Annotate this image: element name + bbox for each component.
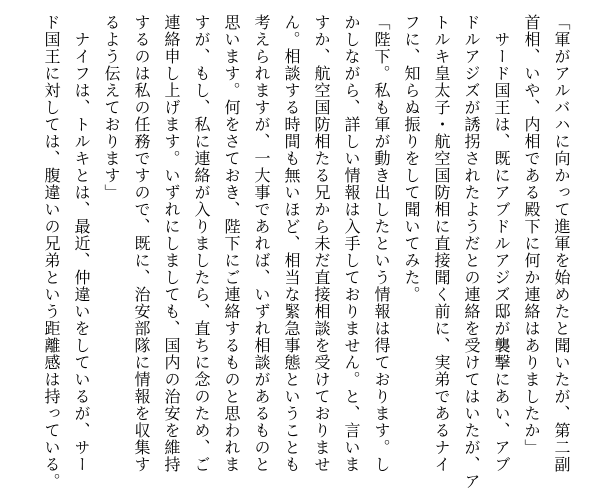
text-column-17: ナイフは、トルキとは、最近、仲違いをしているが、サー	[72, 14, 91, 473]
text-column-18: ド国王に対しては、腹違いの兄弟という距離感は持っている。	[42, 14, 61, 490]
text-column-10: ん。相談する時間も無いほど、相当な緊急事態ということも	[282, 14, 301, 473]
text-column-2: 首相、いや、内相である殿下に何か連絡はありましたか」	[522, 14, 541, 456]
text-column-7: 「陛下。私も軍が動き出したという情報は得ております。し	[372, 14, 391, 473]
text-column-11: 考えられますが、一大事であれば、いずれ相談があるものと	[252, 14, 271, 473]
text-column-5: トルキ皇太子・航空国防相に直接聞く前に、実弟であるナイ	[432, 14, 451, 473]
text-column-8: かしながら、詳しい情報は入手しておりません。と、言いま	[342, 14, 361, 473]
vertical-text-body	[36, 14, 576, 490]
text-column-3: サード国王は、既にアブドルアジズ邸が襲撃にあい、アブ	[492, 14, 511, 473]
text-column-12: 思います。何をさておき、陛下にご連絡するものと思われま	[222, 14, 241, 473]
text-column-9: すか、航空国防相たる兄から未だ直接相談を受けておりませ	[312, 14, 331, 473]
text-column-13: すが、もし、私に連絡が入りましたら、直ちに念のため、ご	[192, 14, 211, 473]
text-column-6: フに、知らぬ振りをして聞いてみた。	[402, 14, 421, 303]
text-column-15: するのは私の任務ですので、既に、治安部隊に情報を収集す	[132, 14, 151, 473]
text-column-14: 連絡申し上げます。いずれにしましても、国内の治安を維持	[162, 14, 181, 473]
text-column-1: 「軍がアルバハに向かって進軍を始めたと聞いたが、第二副	[552, 14, 571, 473]
text-column-16: るよう伝えております」	[102, 14, 121, 201]
text-column-4: ドルアジズが誘拐されたようだとの連絡を受けてはいたが、ア	[462, 14, 481, 490]
